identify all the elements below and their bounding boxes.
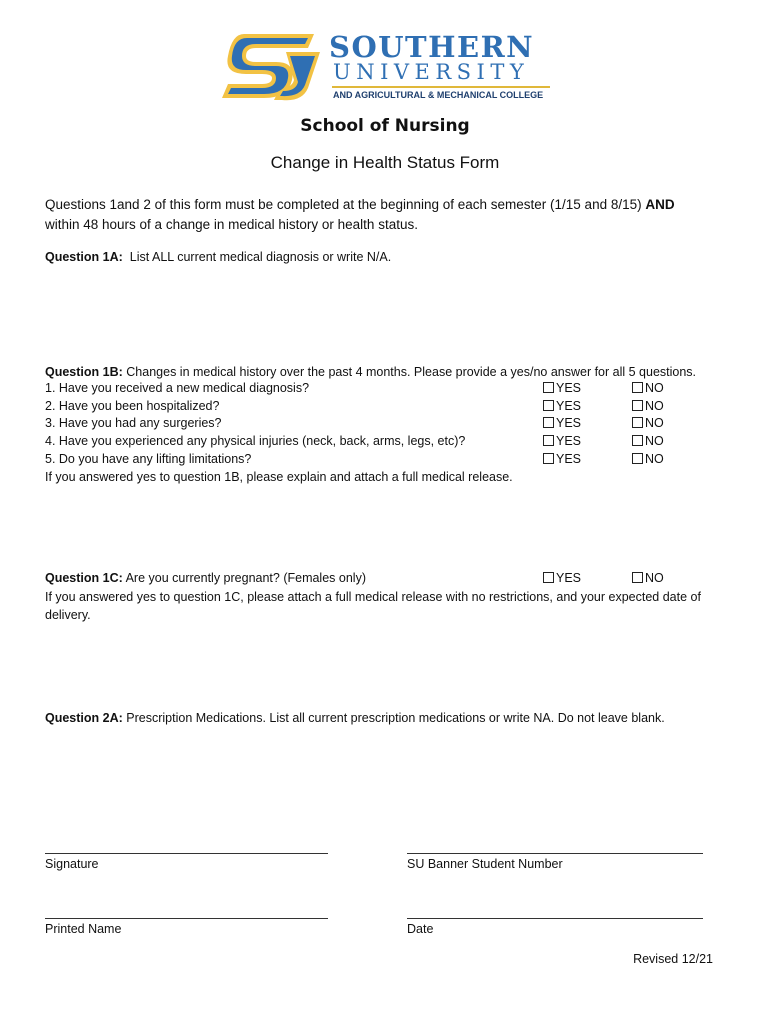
revision-date: Revised 12/21 (633, 952, 713, 966)
question-2a-label: Question 2A: (45, 711, 123, 725)
checkbox-icon (543, 435, 554, 446)
checkbox-icon (543, 417, 554, 428)
checkbox-icon (632, 453, 643, 464)
question-1c-footer: If you answered yes to question 1C, please attach a full medical release with no restrictions, and your expected date of delivery. (45, 590, 701, 622)
student-number-label: SU Banner Student Number (407, 857, 563, 871)
question-1b-item: 5. Do you have any lifting limitations? (45, 452, 252, 466)
no-checkbox[interactable] (632, 416, 664, 430)
signature-line[interactable] (45, 853, 328, 854)
question-1b-footer: If you answered yes to question 1B, please explain and attach a full medical release. (45, 470, 513, 484)
student-number-line[interactable] (407, 853, 703, 854)
checkbox-icon (632, 400, 643, 411)
yes-checkbox[interactable] (543, 434, 581, 448)
question-1b (45, 364, 725, 382)
yes-label: YES (556, 381, 582, 395)
checkbox-icon (632, 435, 643, 446)
logo-southern: SOUTHERN (329, 30, 535, 64)
question-2a (45, 711, 665, 725)
checkbox-icon (632, 417, 643, 428)
yes-label: YES (556, 399, 582, 413)
no-checkbox[interactable] (632, 381, 664, 395)
checkbox-icon (543, 453, 554, 464)
question-1c-text: Are you currently pregnant? (Females only) (125, 571, 366, 585)
checkbox-icon (632, 382, 643, 393)
yes-checkbox[interactable] (543, 416, 581, 430)
university-logo (216, 30, 546, 105)
no-label: NO (645, 416, 664, 430)
question-1b-text: Changes in medical history over the past 4 months. Please provide a yes/no answer for all 5 questions. (126, 365, 697, 379)
yes-checkbox[interactable] (543, 452, 581, 466)
no-label: NO (645, 434, 664, 448)
intro-emphasis: AND (645, 197, 675, 212)
yes-label: YES (556, 416, 582, 430)
intro-text: Questions 1and 2 of this form must be completed at the beginning of each semester (1/15 and 8/15) (45, 197, 642, 212)
question-1b-item: 1. Have you received a new medical diagnosis? (45, 381, 310, 395)
question-1b-item: 4. Have you experienced any physical injuries (neck, back, arms, legs, etc)? (45, 434, 466, 448)
yes-checkbox[interactable] (543, 381, 581, 395)
yes-checkbox[interactable] (543, 399, 581, 413)
intro-text-2: within 48 hours of a change in medical history or health status. (45, 217, 418, 232)
logo-divider (332, 86, 550, 88)
question-1a (45, 249, 725, 267)
yes-label: YES (556, 571, 582, 585)
yes-label: YES (556, 434, 582, 448)
question-1c-label: Question 1C: (45, 571, 123, 585)
question-1a-label: Question 1A: (45, 250, 123, 264)
school-name: School of Nursing (300, 116, 470, 136)
no-checkbox[interactable] (632, 434, 664, 448)
checkbox-icon (632, 572, 643, 583)
checkbox-icon (543, 400, 554, 411)
checkbox-icon (543, 572, 554, 583)
checkbox-icon (543, 382, 554, 393)
yes-label: YES (556, 452, 582, 466)
printed-name-label: Printed Name (45, 922, 122, 936)
question-1c (45, 571, 366, 585)
yes-checkbox[interactable] (543, 571, 581, 585)
date-line[interactable] (407, 918, 703, 919)
signature-label: Signature (45, 857, 99, 871)
no-label: NO (645, 381, 664, 395)
su-logo-mark-icon (216, 30, 324, 102)
no-checkbox[interactable] (632, 399, 664, 413)
question-1a-text: List ALL current medical diagnosis or write N/A. (129, 250, 392, 264)
question-1b-item: 3. Have you had any surgeries? (45, 416, 222, 430)
logo-university: UNIVERSITY (333, 60, 530, 84)
question-2a-text: Prescription Medications. List all current prescription medications or write NA. Do not leave blank. (126, 711, 665, 725)
date-label: Date (407, 922, 434, 936)
question-1b-label: Question 1B: (45, 365, 123, 379)
question-1b-item: 2. Have you been hospitalized? (45, 399, 220, 413)
no-checkbox[interactable] (632, 571, 664, 585)
form-title: Change in Health Status Form (270, 153, 500, 172)
intro-paragraph (45, 195, 725, 235)
logo-college: AND AGRICULTURAL & MECHANICAL COLLEGE (333, 90, 544, 100)
no-label: NO (645, 571, 664, 585)
no-label: NO (645, 452, 664, 466)
printed-name-line[interactable] (45, 918, 328, 919)
no-checkbox[interactable] (632, 452, 664, 466)
no-label: NO (645, 399, 664, 413)
